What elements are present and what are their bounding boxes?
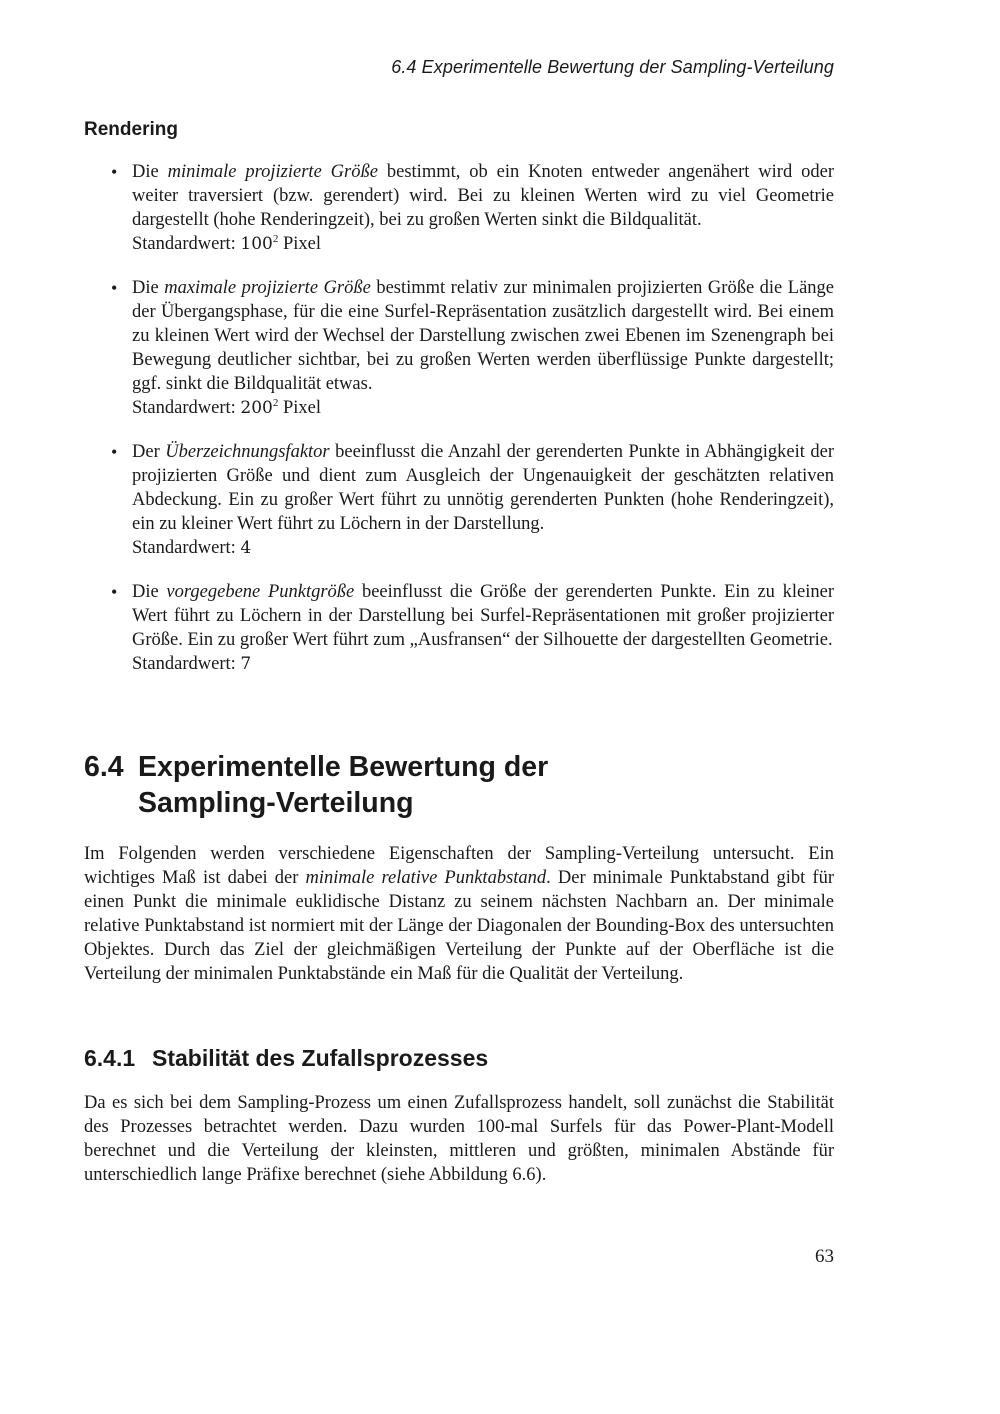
default-value-line: Standardwert: 4 <box>132 538 252 558</box>
bullet-icon: • <box>111 278 118 298</box>
default-value-line: Standardwert: 7 <box>132 654 252 674</box>
term-emphasis: maximale projizierte Größe <box>164 278 371 298</box>
list-item <box>84 276 834 420</box>
bullet-icon: • <box>111 442 118 462</box>
section-intro-paragraph: Im Folgenden werden verschiedene Eigenschaften der Sampling-Verteilung untersucht. Ein wichtiges Maß ist dabei der minimale relative Punktabstand. Der minimale Punktabstand gibt für einen Punkt die minimale euklidische Distanz zu seinem nächsten Nachbarn an. Der minimale relative Punktabstand ist normiert mit der Länge der Diagonalen der Bounding-Box des untersuchten Objektes. Durch das Ziel der gleichmäßigen Verteilung der Punkte auf der Oberfläche ist die Verteilung der minimalen Punktabstände ein Maß für die Qualität der Verteilung. <box>84 844 834 984</box>
section-title-line1: Experimentelle Bewertung der <box>138 751 549 783</box>
list-item <box>84 580 834 676</box>
section-title <box>84 749 548 821</box>
section-title-line2: Sampling-Verteilung <box>138 787 414 819</box>
subsection-title <box>84 1043 488 1073</box>
list-item <box>84 160 834 256</box>
term-emphasis: minimale relative Punktabstand <box>305 868 547 888</box>
page-number: 63 <box>815 1246 834 1267</box>
list-item-text: Die vorgegebene Punktgröße beeinflusst die Größe der gerenderten Punkte. Ein zu kleiner Wert führt zu Löchern in der Darstellung bei Surfel-Repräsentationen mit großer projizierter Größe. Ein zu großer Wert führt zum „Ausfransen“ der Silhouette der dargestellten Geometrie. <box>132 582 834 650</box>
subsection-number: 6.4.1 <box>84 1045 136 1071</box>
list-item-text: Der Überzeichnungsfaktor beeinflusst die Anzahl der gerenderten Punkte in Abhängigkeit der projizierten Größe und dient zum Ausgleich der Ungenauigkeit der geschätzten relativen Abdeckung. Ein zu großer Wert führt zu unnötig gerenderten Punkten (hohe Renderingzeit), ein zu kleiner Wert führt zu Löchern in der Darstellung. <box>132 442 834 534</box>
term-emphasis: Überzeichnungsfaktor <box>165 442 330 462</box>
paragraph-heading-rendering: Rendering <box>84 119 178 140</box>
list-item-text: Die minimale projizierte Größe bestimmt, ob ein Knoten entweder angenähert wird oder weiter traversiert (bzw. gerendert) wird. Bei zu kleinen Werten wird zu viel Geometrie dargestellt (hohe Renderingzeit), bei zu großen Werten sinkt die Bildqualität. <box>132 162 834 230</box>
list-item <box>84 440 834 560</box>
section-number: 6.4 <box>84 751 124 783</box>
default-value-line: Standardwert: $100^2$ Pixel <box>132 233 322 254</box>
list-item-text: Die maximale projizierte Größe bestimmt relativ zur minimalen projizierten Größe die Länge der Übergangsphase, für die eine Surfel-Repräsentation zusätzlich dargestellt wird. Bei einem zu kleinen Wert wird der Wechsel der Darstellung zwischen zwei Ebenen im Szenengraph bei Bewegung deutlicher sichtbar, bei zu großen Werten werden überflüssige Punkte dargestellt; ggf. sinkt die Bildqualität etwas. <box>132 278 834 394</box>
term-emphasis: vorgegebene Punktgröße <box>166 582 355 602</box>
term-emphasis: minimale projizierte Größe <box>167 162 378 182</box>
subsection-title-text: Stabilität des Zufallsprozesses <box>152 1045 489 1071</box>
parameter-list <box>84 160 834 696</box>
subsection-paragraph: Da es sich bei dem Sampling-Prozess um einen Zufallsprozess handelt, soll zunächst die Stabilität des Prozesses betrachtet werden. Dazu wurden 100-mal Surfels für das Power-Plant-Modell berechnet und die Verteilung der kleinsten, mittleren und größten, minimalen Abstände für unterschiedlich lange Präfixe berechnet (siehe Abbildung 6.6). <box>84 1093 834 1185</box>
bullet-icon: • <box>111 582 118 602</box>
default-value-line: Standardwert: $200^2$ Pixel <box>132 397 322 418</box>
running-head: 6.4 Experimentelle Bewertung der Sampling-Verteilung <box>391 57 834 77</box>
bullet-icon: • <box>111 162 118 182</box>
